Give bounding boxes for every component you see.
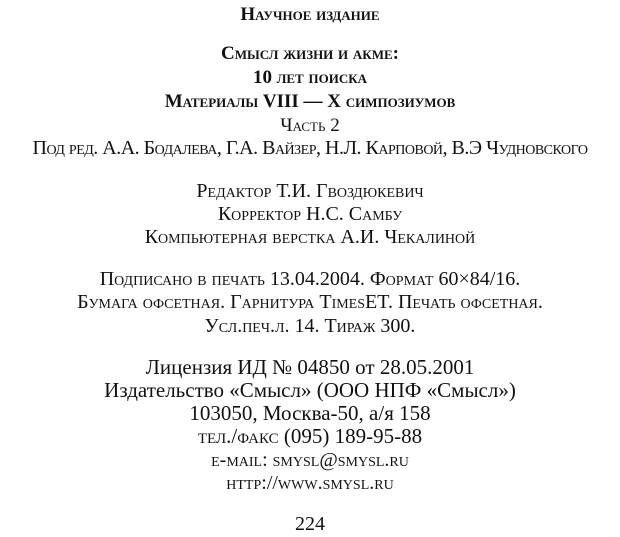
editor-credit: Редактор Т.И. Гвоздюкевич — [196, 180, 424, 202]
book-title-line-2: 10 лет поиска — [252, 67, 368, 88]
publisher-name: Издательство «Смысл» (ООО НПФ «Смысл») — [104, 378, 516, 402]
publisher-website: http://www.smysl.ru — [226, 472, 394, 494]
publisher-address: 103050, Москва-50, а/я 158 — [189, 401, 431, 425]
edition-type: Научное издание — [240, 4, 380, 25]
signed-to-print: Подписано в печать 13.04.2004. Формат 60×84/16. — [99, 268, 521, 290]
book-title-line-3: Материалы VIII — X симпозиумов — [164, 91, 456, 112]
print-volume-info: Усл.печ.л. 14. Тираж 300. — [204, 315, 416, 337]
editors-line: Под ред. А.А. Бодалева, Г.А. Вайзер, Н.Л. Карповой, В.Э Чудновского — [32, 137, 588, 159]
publisher-email: e-mail: smysl@smysl.ru — [211, 449, 409, 471]
layout-credit: Компьютерная верстка А.И. Чекалиной — [144, 226, 476, 248]
proofreader-credit: Корректор Н.С. Самбу — [217, 203, 403, 225]
book-title-line-1: Смысл жизни и акме: — [220, 43, 399, 64]
license-line: Лицензия ИД № 04850 от 28.05.2001 — [145, 355, 475, 379]
part-number: Часть 2 — [280, 115, 340, 136]
paper-typeface-info: Бумага офсетная. Гарнитура TimesET. Печать офсетная. — [77, 291, 543, 313]
page-number: 224 — [295, 513, 325, 535]
publisher-phone: тел./факс (095) 189-95-88 — [197, 424, 423, 448]
